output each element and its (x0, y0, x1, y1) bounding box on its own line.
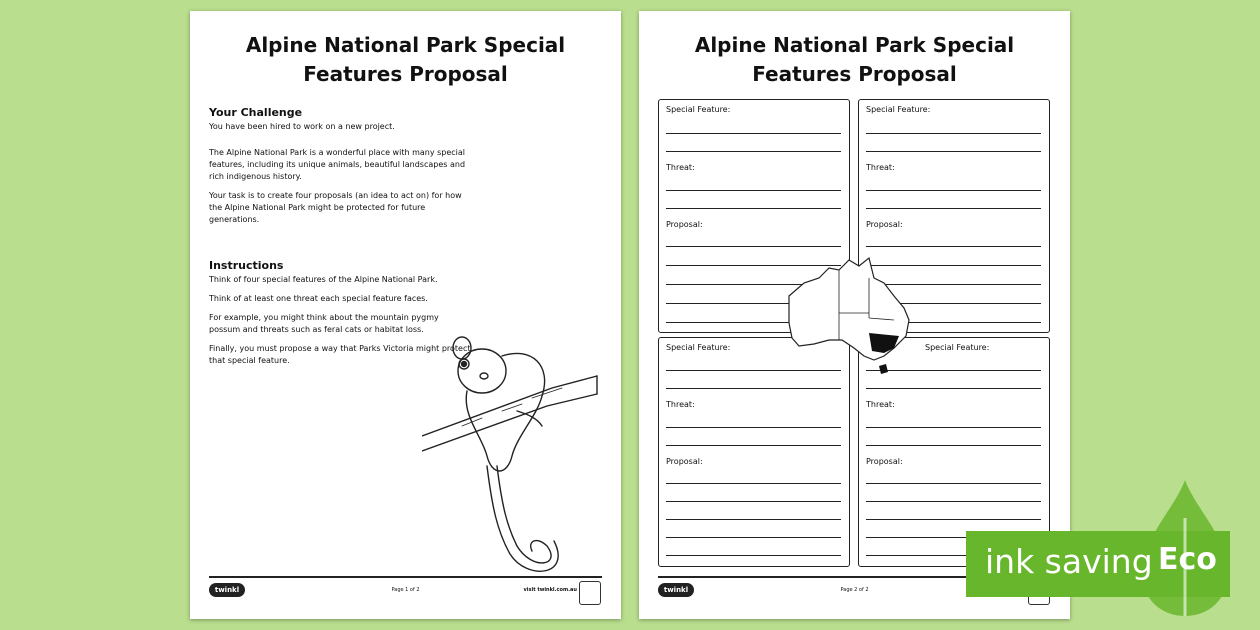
quality-badge-icon (579, 581, 601, 605)
eco-label: Eco (1158, 542, 1217, 577)
writing-line (666, 246, 841, 247)
ink-saving-label: ink saving (985, 542, 1153, 581)
instruction-paragraph: For example, you might think about the mountain pygmy possum and threats such as feral cats or habitat loss. (209, 313, 439, 334)
writing-line (666, 427, 841, 428)
instruction-paragraph: Think of four special features of the Alpine National Park. (209, 275, 438, 284)
footer-divider (209, 576, 602, 578)
proposal-label: Proposal: (866, 220, 903, 229)
writing-line (866, 190, 1041, 191)
special-feature-label: Special Feature: (925, 343, 990, 352)
proposal-label: Proposal: (666, 220, 703, 229)
title-line-1: Alpine National Park Special (245, 33, 566, 57)
title-line-1: Alpine National Park Special (694, 33, 1015, 57)
threat-label: Threat: (666, 163, 695, 172)
twinkl-logo: twinkl (209, 583, 245, 597)
threat-label: Threat: (666, 400, 695, 409)
writing-line (666, 133, 841, 134)
writing-line (666, 519, 841, 520)
writing-line (866, 519, 1041, 520)
site-url: visit twinkl.com.au (523, 587, 577, 593)
writing-line (866, 151, 1041, 152)
writing-line (866, 388, 1041, 389)
page-title (639, 31, 1070, 89)
writing-line (666, 501, 841, 502)
proposal-label: Proposal: (666, 457, 703, 466)
page-number: Page 2 of 2 (840, 587, 869, 593)
australia-map-illustration (784, 248, 914, 378)
writing-line (666, 537, 841, 538)
proposal-label: Proposal: (866, 457, 903, 466)
threat-label: Threat: (866, 400, 895, 409)
writing-line (666, 483, 841, 484)
instruction-paragraph: Think of at least one threat each special feature faces. (209, 294, 428, 303)
challenge-section (209, 107, 471, 233)
writing-line (666, 151, 841, 152)
challenge-paragraph: Your task is to create four proposals (an idea to act on) for how the Alpine National Park might be protected for future generations. (209, 191, 462, 224)
title-line-2: Features Proposal (303, 62, 508, 86)
twinkl-logo: twinkl (658, 583, 694, 597)
writing-line (866, 445, 1041, 446)
worksheet-page-1 (190, 11, 621, 619)
title-line-2: Features Proposal (752, 62, 957, 86)
challenge-paragraph: The Alpine National Park is a wonderful place with many special features, including its unique animals, beautiful landscapes and rich indigenous history. (209, 148, 466, 181)
special-feature-label: Special Feature: (666, 343, 731, 352)
writing-line (866, 208, 1041, 209)
page-number: Page 1 of 2 (391, 587, 420, 593)
writing-line (666, 190, 841, 191)
writing-line (666, 445, 841, 446)
instructions-heading: Instructions (209, 259, 284, 272)
writing-line (866, 133, 1041, 134)
special-feature-label: Special Feature: (666, 105, 731, 114)
instruction-paragraph: Finally, you must propose a way that Parks Victoria might protect that special feature. (209, 344, 471, 365)
worksheet-page-2 (639, 11, 1070, 619)
writing-line (866, 246, 1041, 247)
page-title (190, 31, 621, 89)
writing-line (866, 427, 1041, 428)
challenge-paragraph: You have been hired to work on a new project. (209, 122, 395, 131)
writing-line (866, 501, 1041, 502)
challenge-heading: Your Challenge (209, 106, 303, 119)
writing-line (666, 555, 841, 556)
special-feature-label: Special Feature: (866, 105, 931, 114)
writing-line (666, 208, 841, 209)
threat-label: Threat: (866, 163, 895, 172)
possum-illustration (422, 326, 602, 586)
writing-line (666, 388, 841, 389)
writing-line (866, 483, 1041, 484)
